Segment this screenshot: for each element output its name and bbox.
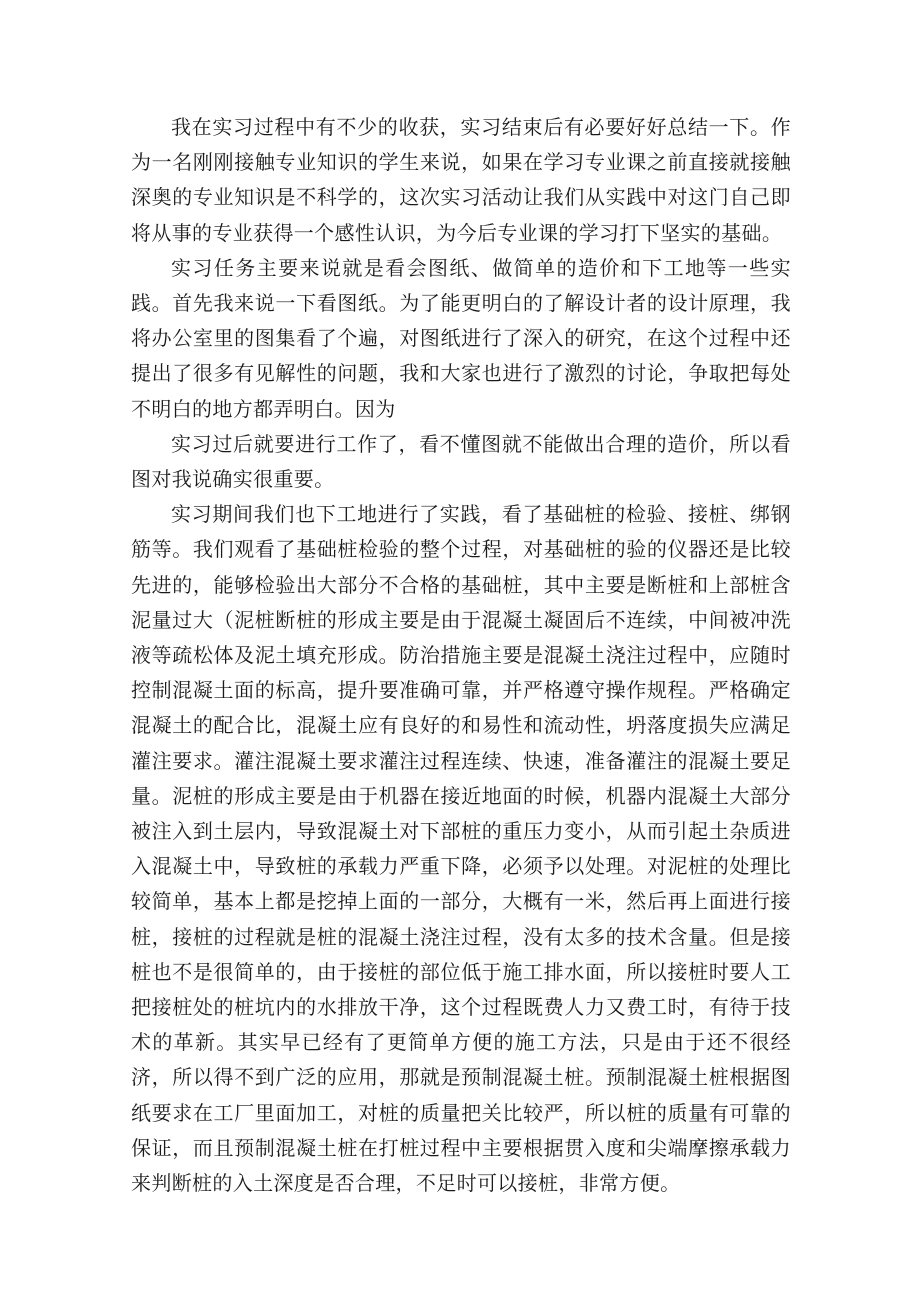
paragraph-1: 我在实习过程中有不少的收获，实习结束后有必要好好总结一下。作为一名刚刚接触专业知识的学生来说，如果在学习专业课之前直接就接触深奥的专业知识是不科学的，这次实习活动让我们从实践中对这门自己即将从事的专业获得一个感性认识，为今后专业课的学习打下坚实的基础。 (131, 115, 791, 245)
paragraph-4: 实习期间我们也下工地进行了实践，看了基础桩的检验、接桩、绑钢筋等。我们观看了基础桩检验的整个过程，对基础桩的验的仪器还是比较先进的，能够检验出大部分不合格的基础桩，其中主要是断桩和上部桩含泥量过大（泥桩断桩的形成主要是由于混凝土凝固后不连续，中间被冲洗液等疏松体及泥土填充形成。防治措施主要是混凝土浇注过程中，应随时控制混凝土面的标高，提升要准确可靠，并严格遵守操作规程。严格确定混凝土的配合比，混凝土应有良好的和易性和流动性，坍落度损失应满足灌注要求。灌注混凝土要求灌注过程连续、快速，准备灌注的混凝土要足量。泥桩的形成主要是由于机器在接近地面的时候，机器内混凝土大部分被注入到土层内，导致混凝土对下部桩的重压力变小，从而引起土杂质进入混凝土中，导致桩的承载力严重下降，必须予以处理。对泥桩的处理比较简单，基本上都是挖掉上面的一部分，大概有一米，然后再上面进行接桩，接桩的过程就是桩的混凝土浇注过程，没有太多的技术含量。但是接桩也不是很简单的，由于接桩的部位低于施工排水面，所以接桩时要人工把接桩处的桩坑内的水排放干净，这个过程既费人力又费工时，有待于技术的革新。其实早已经有了更简单方便的施工方法，只是由于还不很经济，所以得不到广泛的应用，那就是预制混凝土桩。预制混凝土桩根据图纸要求在工厂里面加工，对桩的质量把关比较严，所以桩的质量有可靠的保证，而且预制混凝土桩在打桩过程中主要根据贯入度和尖端摩擦承载力来判断桩的入土深度是否合理，不足时可以接桩，非常方便。 (131, 502, 791, 1196)
body-text (131, 110, 791, 1201)
paragraph-2: 实习任务主要来说就是看会图纸、做简单的造价和下工地等一些实践。首先我来说一下看图纸。为了能更明白的了解设计者的设计原理，我将办公室里的图集看了个遍，对图纸进行了深入的研究，在这个过程中还提出了很多有见解性的问题，我和大家也进行了激烈的讨论，争取把每处不明白的地方都弄明白。因为 (131, 255, 791, 421)
paragraph-3: 实习过后就要进行工作了，看不懂图就不能做出合理的造价，所以看图对我说确实很重要。 (131, 431, 791, 492)
